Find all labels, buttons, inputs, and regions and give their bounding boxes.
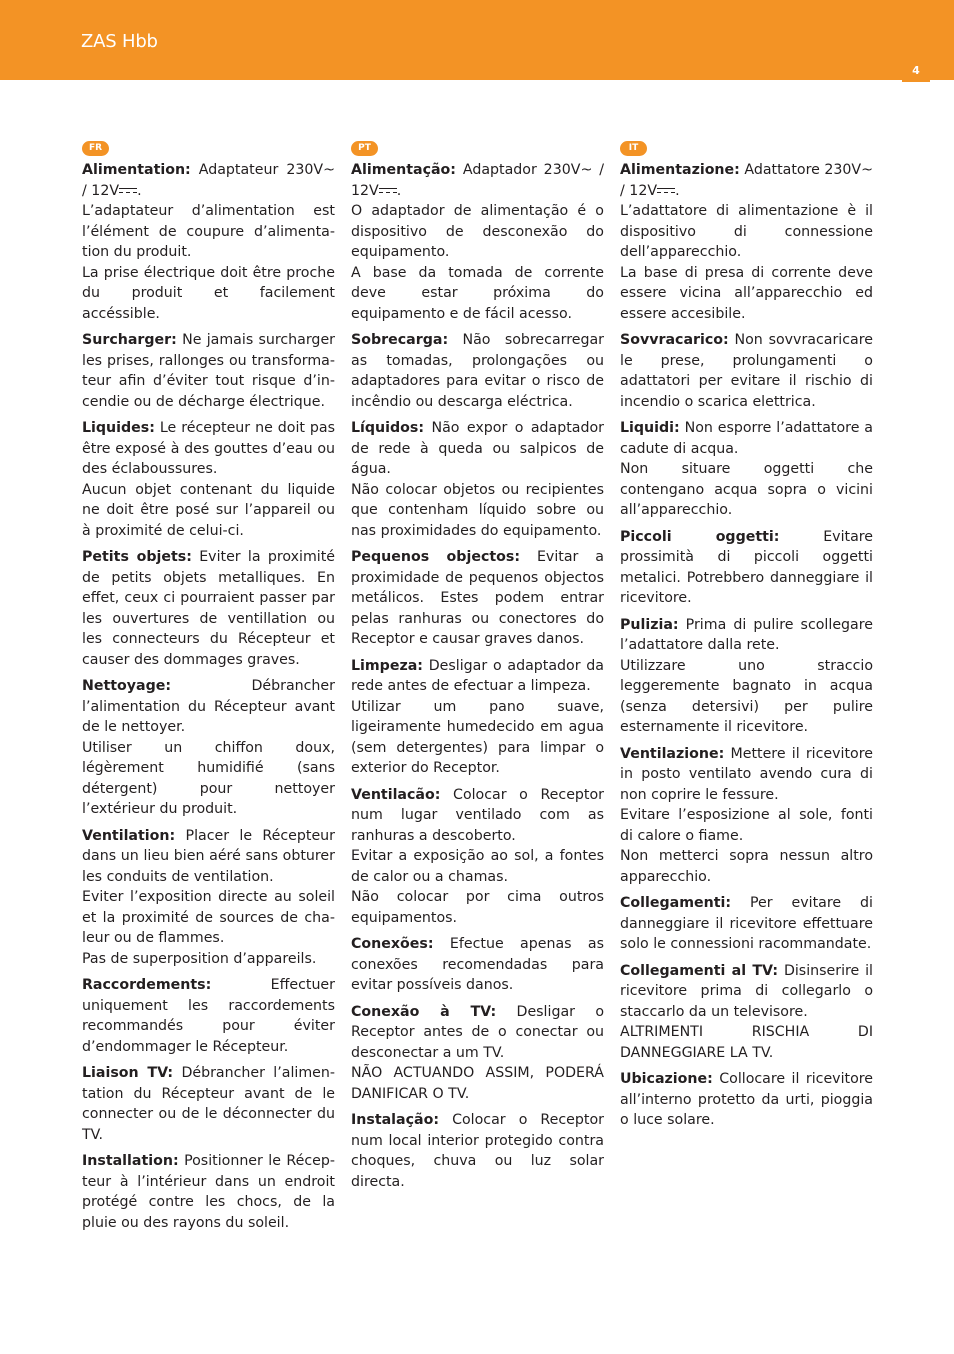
section-paragraph [82,887,335,949]
section-paragraph [82,480,335,542]
safety-section [82,160,335,324]
section-label: Pequenos objectos: [351,549,521,565]
section-text: Pas de superposition d’appareils. [82,950,317,967]
safety-section [82,330,335,412]
section-label: Alimentação: [351,162,456,178]
dc-symbol-icon [657,187,675,195]
section-text: Effectuer uniquement les raccordements recommandés pour éviter d’endommager le Récepteur. [82,977,335,1055]
safety-section [620,893,873,955]
section-paragraph [82,738,335,820]
section-paragraph [351,263,604,325]
section-text: Evitare l’esposizione al sole, fonti di calore o fiame. [620,807,873,844]
section-text: Mettere il ricevitore in posto ventilato avendo cura di non coprire le fessure. [620,745,873,803]
header-bar [0,0,954,80]
safety-section [620,1069,873,1131]
section-label: Sovvracarico: [620,332,729,348]
section-text: L’adattatore di alimentazione è il dispositivo di connessione dell’apparecchio. [620,203,873,260]
page-number: 4 [902,60,930,82]
section-paragraph [351,1063,604,1104]
section-paragraph [620,805,873,846]
section-text: ALTRIMENTI RISCHIA DI DANNEGGIARE LA TV. [620,1024,873,1061]
section-text: Utiliser un chiffon doux, légèrement humidifié (sans détergent) pour nettoyer l’extérieur du produit. [82,739,335,817]
section-text: Eviter la proximité de petits objets metalliques. En effet, ceux ci pourraient passer par les ouvertures de ventillation ou les connecteurs du Récepteur et causer des dommages graves. [82,549,336,668]
section-text: Não sobrecarregar as tomadas, prolongações ou adaptadores para evitar o risco de incêndio ou descarga eléctrica. [351,332,605,410]
section-text: Placer le Récepteur dans un lieu bien aéré sans obturer les conduits de ventilation. [82,827,335,885]
section-text: Aucun objet contenant du liquide ne doit être posé sur l’appareil ou à proximité de celui-ci. [82,481,335,539]
section-paragraph [620,846,873,887]
column-fr [82,136,335,1239]
safety-section [82,547,335,670]
section-text: Não expor o adaptador de rede à queda ou salpicos de água. [351,420,604,477]
dc-suffix: . [675,182,680,199]
section-paragraph [620,615,873,656]
section-text: Eviter l’exposition directe au soleil et la proximité de sources de chaleur ou de flammes. [82,889,335,946]
section-paragraph [82,826,335,888]
section-text: Non sovvracaricare le prese, prolungamenti o adattatori per evitare il rischio di incendio o scarica elettrica. [620,332,873,410]
safety-section [620,744,873,888]
section-text: Colocar o Receptor num lugar ventilado com as ranhuras a descoberto. [351,786,605,844]
section-text: L’adaptateur d’alimentation est l’élément de coupure d’alimentation du produit. [82,203,335,260]
section-paragraph [620,961,873,1023]
safety-section [620,160,873,324]
section-paragraph [620,527,873,609]
section-paragraph [351,1002,604,1064]
section-label: Pulizia: [620,616,679,633]
safety-section [82,975,335,1057]
section-text: La base di presa di corrente deve essere vicina all’apparecchio ed essere accesibile. [620,264,873,322]
section-label: Ventilazione: [620,745,725,762]
section-text: Não colocar por cima outros equipamentos. [351,889,604,926]
section-paragraph [351,656,604,697]
safety-section [620,961,873,1064]
section-text: Desligar o Receptor antes de o conectar ou desconectar a um TV. [351,1003,604,1061]
safety-section [82,676,335,820]
section-label: Liquides: [82,420,155,436]
section-text: Desligar o adaptador da rede antes de efectuar a limpeza. [351,657,604,694]
section-text: O adaptador de alimentação é o dispositivo de desconexão do equipamento. [351,203,604,260]
section-paragraph [620,201,873,263]
section-text: Utilizzare uno straccio leggeremente bagnato in acqua (senza detersivi) per pulire esternamente il ricevitore. [620,657,873,735]
section-label: Nettoyage: [82,678,172,694]
section-paragraph [351,160,604,201]
column-pt [351,136,604,1198]
section-label: Surcharger: [82,332,177,348]
safety-section [620,330,873,412]
section-text: Disinserire il ricevitore prima di collegarlo o staccarlo da un televisore. [620,962,874,1020]
dc-symbol-icon [119,187,137,195]
section-label: Alimentazione: [620,162,740,178]
section-label: Petits objets: [82,549,192,565]
section-paragraph [620,1022,873,1063]
safety-section [351,1110,604,1192]
section-paragraph [351,1110,604,1192]
section-label: Collegamenti: [620,895,732,911]
safety-section [351,934,604,996]
section-paragraph [82,201,335,263]
section-text: Evitare prossimità di piccoli oggetti metalici. Potrebbero danneggiare il ricevitore. [620,528,874,606]
safety-section [82,1151,335,1233]
section-text: Adattatore 230V~ / 12V [620,162,874,199]
section-paragraph [82,1151,335,1233]
section-label: Conexão à TV: [351,1003,497,1020]
section-paragraph [351,330,604,412]
section-paragraph [82,263,335,325]
section-paragraph [351,846,604,887]
section-text: Adaptateur 230V~ / 12V [82,162,335,199]
section-text: Não colocar objetos ou recipientes que contenham líquido sobre ou nas proximidades do equipamento. [351,481,604,539]
section-paragraph [351,480,604,542]
section-text: Evitar a exposição ao sol, a fontes de calor ou a chamas. [351,848,604,885]
section-label: Liaison TV: [82,1065,174,1081]
section-paragraph [82,975,335,1057]
section-paragraph [620,893,873,955]
section-text: Adaptador 230V~ / 12V [351,162,604,199]
section-label: Conexões: [351,936,434,952]
section-paragraph [351,934,604,996]
section-paragraph [620,1069,873,1131]
section-text: A base da tomada de corrente deve estar próxima do equipamento e de fácil acesso. [351,264,604,322]
section-text: Prima di pulire scollegare l’adattatore dalla rete. [620,616,873,653]
section-label: Liquidi: [620,420,680,436]
safety-section [620,418,873,521]
language-badge: PT [351,141,378,156]
section-paragraph [620,263,873,325]
section-label: Limpeza: [351,657,423,674]
section-label: Ubicazione: [620,1071,713,1087]
safety-section [351,547,604,650]
section-text: Collocare il ricevitore all’interno protetto da urti, pioggia o luce solare. [620,1071,873,1128]
section-label: Collegamenti al TV: [620,962,779,979]
section-paragraph [82,547,335,670]
section-paragraph [620,330,873,412]
safety-section [82,418,335,541]
section-text: Per evitare di danneggiare il ricevitore effettuare solo le connessioni racommandate. [620,895,873,952]
section-text: Non metterci sopra nessun altro apparecchio. [620,848,873,885]
safety-section [351,160,604,324]
section-paragraph [82,676,335,738]
section-paragraph [351,201,604,263]
section-paragraph [82,1063,335,1145]
section-text: Débrancher l’alimentation du Récepteur avant de le nettoyer. [82,678,335,735]
language-badge: FR [82,141,109,156]
dc-symbol-icon [379,187,397,195]
section-paragraph [351,785,604,847]
safety-section [82,826,335,970]
document-title: ZAS Hbb [81,31,158,52]
section-paragraph [351,547,604,650]
section-label: Instalação: [351,1112,440,1128]
section-text: Positionner le Récepteur à l’intérieur dans un endroit protégé contre les chocs, de la pluie ou des rayons du soleil. [82,1153,335,1231]
section-label: Ventilacão: [351,786,441,803]
section-paragraph [82,160,335,201]
section-text: La prise électrique doit être proche du produit et facilement accéssible. [82,264,335,322]
section-text: Débrancher l’alimentation du Récepteur avant de le connecter ou de le déconnecter du TV. [82,1065,335,1143]
safety-section [351,656,604,779]
section-paragraph [82,330,335,412]
section-paragraph [620,656,873,738]
safety-section [82,1063,335,1145]
section-text: Utilizar um pano suave, ligeiramente humedecido em agua (sem detergentes) para limpar o exterior do Receptor. [351,698,604,776]
section-paragraph [351,887,604,928]
section-paragraph [620,459,873,521]
safety-section [351,330,604,412]
safety-section [351,1002,604,1105]
section-label: Ventilation: [82,827,176,844]
section-label: Sobrecarga: [351,332,449,348]
section-paragraph [620,160,873,201]
section-text: Le récepteur ne doit pas être exposé à des gouttes d’eau ou des éclaboussures. [82,420,336,477]
section-text: Non esporre l’adattatore a cadute di acqua. [620,420,873,457]
language-badge: IT [620,141,647,156]
section-text: Ne jamais surcharger les prises, rallonges ou transformateur afin d’éviter tout risque d’incendie ou de décharge électrique. [82,332,336,410]
safety-section [351,785,604,929]
dc-suffix: . [396,182,402,199]
section-paragraph [351,697,604,779]
section-paragraph [82,418,335,480]
section-paragraph [620,744,873,806]
column-it [620,136,873,1137]
safety-section [620,615,873,738]
section-label: Líquidos: [351,420,425,436]
section-text: Evitar a proximidade de pequenos objectos metálicos. Estes podem entrar pelas ranhuras ou conectores do Receptor e causar graves danos. [351,549,604,647]
safety-section [351,418,604,541]
section-paragraph [620,418,873,459]
section-label: Raccordements: [82,977,212,993]
section-label: Alimentation: [82,162,191,178]
section-paragraph [351,418,604,480]
section-paragraph [82,949,335,970]
dc-suffix: . [137,182,142,199]
section-label: Installation: [82,1153,179,1169]
section-text: Colocar o Receptor num local interior protegido contra choques, chuva ou luz solar directa. [351,1112,604,1190]
section-text: Efectue apenas as conexões recomendadas para evitar possíveis danos. [351,936,604,993]
section-label: Piccoli oggetti: [620,528,780,545]
section-text: Non situare oggetti che contengano acqua sopra o vicini all’apparecchio. [620,461,873,518]
section-text: NÃO ACTUANDO ASSIM, PODERÁ DANIFICAR O TV. [351,1065,604,1102]
safety-section [620,527,873,609]
